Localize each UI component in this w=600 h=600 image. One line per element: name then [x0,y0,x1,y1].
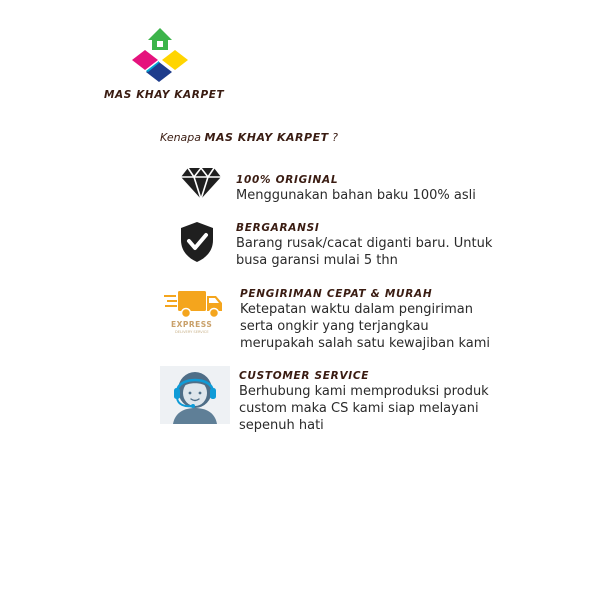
logo-icon [128,24,192,88]
feature-title-warranty: BERGARANSI [236,222,320,234]
intro-brand: MAS KHAY KARPET [204,131,329,144]
feature-desc-line: Berhubung kami memproduksi produk [239,384,489,399]
feature-desc-customer-service [239,383,489,434]
feature-desc-shipping [240,301,490,352]
feature-desc-line: merupakah salah satu kewajiban kami [240,336,491,351]
feature-desc-line: sepenuh hati [239,418,324,433]
intro-heading [160,131,338,144]
feature-desc-line: busa garansi mulai 5 thn [236,253,398,268]
feature-title-original: 100% ORIGINAL [236,174,339,186]
intro-prefix: Kenapa [160,131,205,144]
feature-desc-warranty [236,235,492,269]
intro-suffix: ? [328,131,338,144]
headset-agent-icon [165,368,225,424]
express-truck-icon [163,289,225,321]
express-sublabel: DELIVERY SERVICE [175,330,209,334]
diamond-icon [180,165,222,201]
feature-title-shipping: PENGIRIMAN CEPAT & MURAH [240,288,433,300]
feature-title-customer-service: CUSTOMER SERVICE [239,370,370,382]
feature-desc-line: custom maka CS kami siap melayani [239,401,479,416]
feature-desc-line: serta ongkir yang terjangkau [240,319,429,334]
shield-check-icon [178,220,216,264]
feature-desc-line: Barang rusak/cacat diganti baru. Untuk [236,236,493,251]
feature-desc-line: Menggunakan bahan baku 100% asli [236,188,476,203]
express-label: EXPRESS [171,320,213,329]
feature-desc-line: Ketepatan waktu dalam pengiriman [240,302,473,317]
feature-desc-original [236,187,476,204]
brand-name: MAS KHAY KARPET [104,89,225,101]
